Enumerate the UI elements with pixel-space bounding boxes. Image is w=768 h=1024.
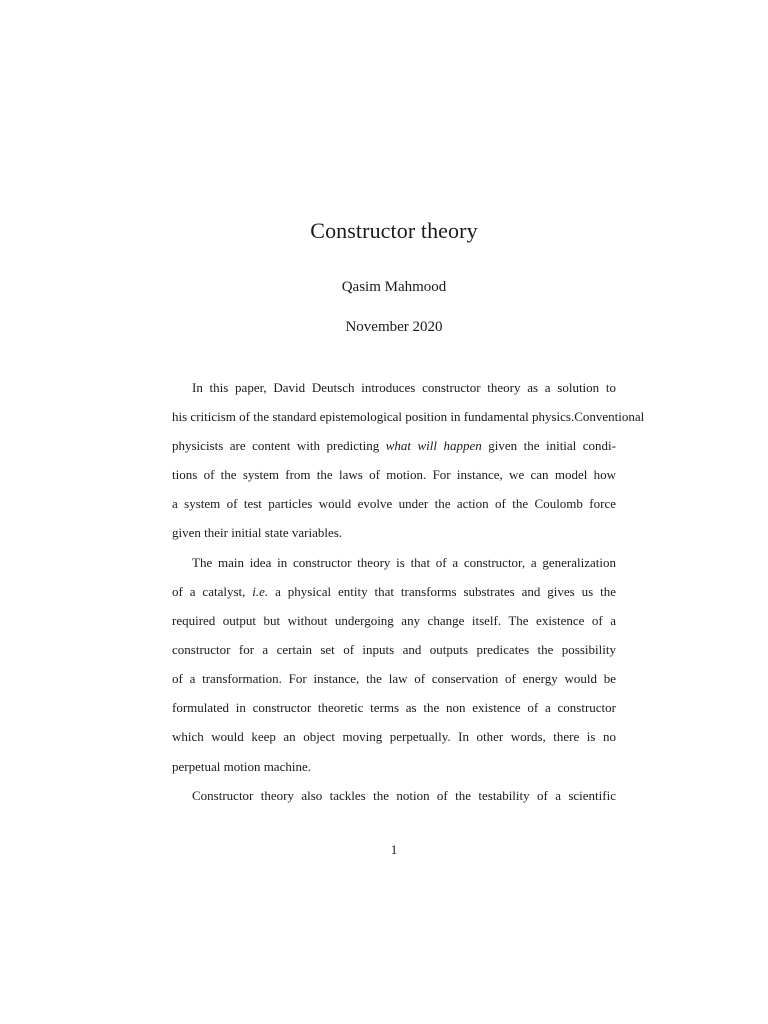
body-text: given the initial condi- — [481, 438, 616, 453]
body-line — [172, 582, 616, 602]
body-line: which would keep an object moving perpetually. In other words, there is no — [172, 729, 616, 744]
body-line: The main idea in constructor theory is that of a constructor, a generalization — [192, 555, 616, 570]
body-line: In this paper, David Deutsch introduces constructor theory as a solution to — [192, 380, 616, 395]
body-line: tions of the system from the laws of motion. For instance, we can model how — [172, 467, 616, 482]
body-text: physicists are content with predicting — [172, 438, 386, 453]
body-line: given their initial state variables. — [172, 525, 343, 540]
body-line — [172, 436, 616, 456]
body-line: perpetual motion machine. — [172, 759, 311, 774]
body-line: a system of test particles would evolve under the action of the Coulomb force — [172, 496, 616, 511]
body-line: of a transformation. For instance, the law of conservation of energy would be — [172, 671, 616, 686]
body-line: Constructor theory also tackles the notion of the testability of a scientific — [192, 788, 616, 803]
body-line: required output but without undergoing any change itself. The existence of a — [172, 613, 616, 628]
paper-author: Qasim Mahmood — [341, 279, 447, 295]
body-text: of a catalyst, — [172, 584, 253, 599]
body-text: a physical entity that transforms substrates and gives us the — [268, 584, 616, 599]
paper-date: November 2020 — [345, 319, 443, 335]
paper-title: Constructor theory — [310, 218, 478, 243]
body-line: formulated in constructor theoretic terms as the non existence of a constructor — [172, 700, 616, 715]
page-number: 1 — [390, 842, 398, 857]
body-line: his criticism of the standard epistemological position in fundamental physics.Conventional — [172, 409, 645, 424]
emphasis-text: i.e. — [252, 584, 269, 599]
body-line: constructor for a certain set of inputs and outputs predicates the possibility — [172, 642, 616, 657]
emphasis-text: what will happen — [385, 438, 482, 453]
